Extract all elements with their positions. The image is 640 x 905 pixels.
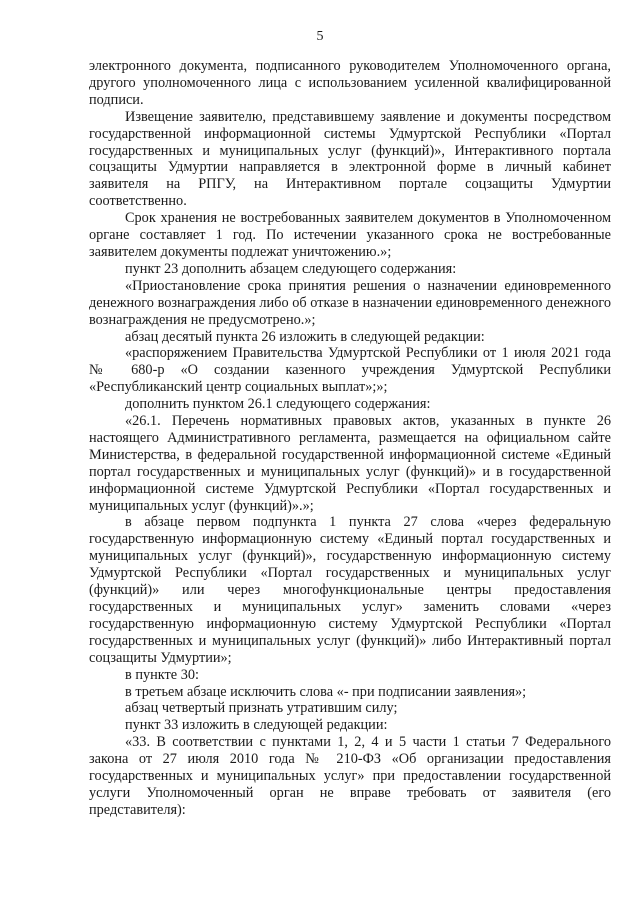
- paragraph-5: «Приостановление срока принятия решения о назначении единовременного денежного вознаграждения либо об отказе в назначении единовременного денежного вознаграждения не предусмотрено.»;: [89, 277, 611, 328]
- paragraph-14: пункт 33 изложить в следующей редакции:: [125, 717, 388, 734]
- paragraph-4: пункт 23 дополнить абзацем следующего содержания:: [125, 260, 457, 277]
- paragraph-10: в абзаце первом подпункта 1 пункта 27 слова «через федеральную государственную информационную систему «Единый портал государственных и муниципальных услуг (функций)», государственную информационную систему Удмуртской Республики «Портал государственных и муниципальных услуг (функций)» или через многофункциональные центры предоставления государственных и муниципальных услуг» заменить словами «через государственную информационную систему Удмуртской Республики «Портал государственных и муниципальных услуг (функций)» либо Интерактивный портал соцзащиты Удмуртии»;: [89, 514, 611, 666]
- paragraph-9: «26.1. Перечень нормативных правовых актов, указанных в пункте 26 настоящего Административного регламента, размещается на официальном сайте Министерства, в федеральной государственной информационной системе «Единый портал государственных и муниципальных услуг (функций)» и в государственной информационной системе Удмуртской Республики «Портал государственных и муниципальных услуг (функций)».»;: [89, 413, 611, 514]
- document-body: [89, 58, 611, 819]
- paragraph-7: «распоряжением Правительства Удмуртской Республики от 1 июля 2021 года № 680-р «О создании казенного учреждения Удмуртской Республики «Республиканский центр социальных выплат»;»;: [89, 345, 611, 396]
- paragraph-6: абзац десятый пункта 26 изложить в следующей редакции:: [125, 328, 485, 345]
- paragraph-11: в пункте 30:: [125, 666, 199, 683]
- paragraph-3: Срок хранения не востребованных заявителем документов в Уполномоченном органе составляет 1 год. По истечении указанного срока не востребованные заявителем документы подлежат уничтожению.»;: [89, 210, 611, 260]
- paragraph-8: дополнить пунктом 26.1 следующего содержания:: [125, 396, 431, 413]
- paragraph-1: электронного документа, подписанного руководителем Уполномоченного органа, другого уполномоченного лица с использованием усиленной квалифицированной подписи.: [89, 58, 611, 108]
- paragraph-12: в третьем абзаце исключить слова «- при подписании заявления»;: [125, 683, 527, 700]
- paragraph-15: «33. В соответствии с пунктами 1, 2, 4 и 5 части 1 статьи 7 Федерального закона от 27 июля 2010 года № 210-ФЗ «Об организации предоставления государственных и муниципальных услуг» при предоставлении государственной услуги Уполномоченный орган не вправе требовать от заявителя (его представителя):: [89, 734, 611, 818]
- page-number: 5: [316, 29, 324, 44]
- paragraph-13: абзац четвертый признать утратившим силу;: [125, 700, 398, 717]
- paragraph-2: Извещение заявителю, представившему заявление и документы посредством государственной информационной системы Удмуртской Республики «Портал государственных и муниципальных услуг (функций)», Интерактивного портала соцзащиты Удмуртии направляется в электронной форме в личный кабинет заявителя на РПГУ, на Интерактивном портале соцзащиты Удмуртии соответственно.: [89, 108, 611, 210]
